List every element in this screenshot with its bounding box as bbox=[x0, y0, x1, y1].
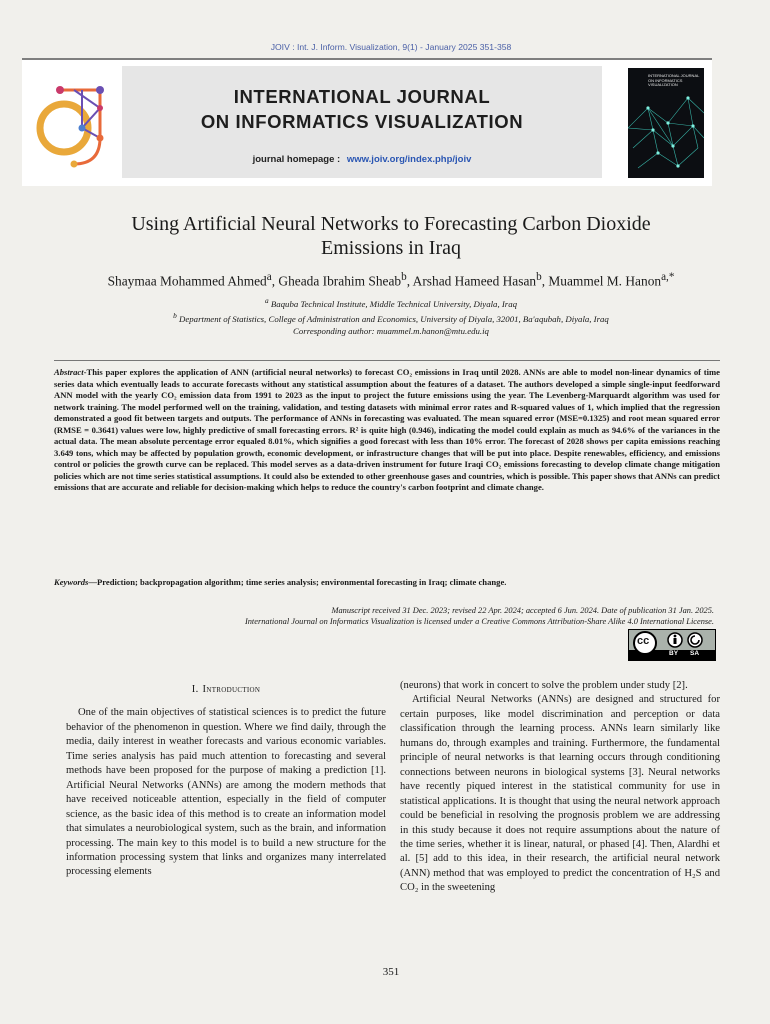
abstract-label: Abstract bbox=[54, 367, 84, 377]
right-column bbox=[400, 679, 720, 896]
keywords-label: Keywords bbox=[54, 577, 89, 587]
homepage-label: journal homepage : bbox=[252, 154, 341, 165]
by-label: BY bbox=[669, 650, 679, 657]
affiliation-text: Department of Statistics, College of Administration and Economics, University of Diyala, 32001, Ba'aqubah, Diyala, Iraq bbox=[179, 313, 609, 324]
section-number: I. bbox=[191, 684, 199, 695]
keywords bbox=[54, 577, 720, 587]
paper-title-line2: Emissions in Iraq bbox=[321, 237, 461, 259]
author-list: Shaymaa Mohammed Ahmed$^a$, Gheada Ibrahim Sheab$^b$, Arshad Hameed Hasan$^b$, Muammel M. Hanon$^{a,*}$ bbox=[107, 271, 675, 289]
body-paragraph: One of the main objectives of statistical sciences is to predict the future behavior of the phenomenon in question. Where we find daily, through the media, daily interest in weather forecasts and various economic variables. Time series analysis has paid much attention to forecasting and several methods have been proposed for the purpose of making a prediction [1]. Artificial Neural Networks (ANNs) are among the modern methods that have received noticeable attention, especially in the field of computer science, as the basic idea of this method is to create an information model that simulates a neurobiological system, such as the brain, and information processing. The main key to this model is to build a new structure for the information processing system that links and organizes many interrelated processing elements bbox=[66, 707, 386, 878]
corresponding-author: Corresponding author: muammel.m.hanon@mtu.edu.iq bbox=[293, 326, 489, 336]
abstract-text: -This paper explores the application of ANN (artificial neural networks) to forecast CO₂ emissions in Iraq until 2028. ANNs are able to model non-linear dynamics of time series data which eventually leads to accurate forecasts without any statistical assumption about the features of a dataset. The authors developed a simple single-input feedforward ANN model with the yearly CO₂ emission data from 1991 to 2023 as the input to project the future emissions using the year. The Levenberg-Marquardt algorithm was used for network training. The model performed well on the training, validation, and testing datasets with minimal error rates and R-squared values of 1, which implied that the regression demonstrated a good fit between targets and outputs. The performance of ANNs in forecasting was evaluated. The mean squared error (MSE=0.1325) and root mean squared error (RMSE = 0.3641) values were low, highly predictive of small forecasting errors. R² is quite high (0.946), indicating the model could explain as much as 94.6% of the variances in the actual data. The mean absolute percentage error equaled 8.01%, which signifies a good forecast with less than 10% error. The forecast of 2028 shows per capita emissions reaching 3.649 tons, which may be affected by population growth, economic development, or infrastructure changes that will be put into place. Despite renewables, efficiency, and emissions control or policies the growth curve can be replaced. This model serves as a data-driven instrument for future Iraqi CO₂ emissions forecasting to develop climate change mitigation policies which are not time series statistical assumptions. It could also be extended to other greenhouse gases and countries, which is possible. This paper shows that ANNs can predict emissions that are accurate and reliable for decision-making which helps to reduce the country's carbon footprint and climate change. bbox=[54, 367, 720, 493]
section-heading bbox=[66, 683, 386, 697]
banner-title-panel bbox=[122, 66, 602, 178]
affiliation-text: Baquba Technical Institute, Middle Technical University, Diyala, Iraq bbox=[270, 298, 517, 309]
author-affiliation-mark: b bbox=[401, 271, 407, 283]
author-affiliation-mark: a bbox=[266, 271, 272, 283]
affiliation-mark: b bbox=[173, 311, 177, 320]
sa-label: SA bbox=[690, 650, 700, 657]
page-number: 351 bbox=[382, 966, 400, 978]
journal-title bbox=[122, 84, 602, 134]
body-paragraph: Artificial Neural Networks (ANNs) are designed and structured for certain purposes, like model discrimination and perception or data classification through the learning process. ANNs learn similarly like humans do, through examples and training. Furthermore, the fundamental principle of neural networks is that learning occurs through conditioning connections between neurons in biological systems [3]. Neural networks have recently piqued interest in the statistical community for use in statistical applications. It is thought that using the neural network approach could be beneficial in resolving the prognosis problem we are addressing in this study because it does not require assumptions about the nature of the time series, whether it is linear, natural, or phased [4]. Then, Alardhi et al. [5] add to this idea, in their research, the artificial neural network (ANN) method that was employed to predict the concentration of H₂S and CO₂ in the sweetening bbox=[400, 694, 720, 894]
journal-title-line2: ON INFORMATICS VISUALIZATION bbox=[200, 111, 524, 132]
body-paragraph: (neurons) that work in concert to solve the problem under study [2]. bbox=[400, 680, 688, 691]
journal-title-line1: INTERNATIONAL JOURNAL bbox=[233, 86, 491, 107]
section-title: Introduction bbox=[202, 684, 261, 695]
affiliation-mark: a bbox=[265, 296, 269, 305]
author-affiliation-mark: b bbox=[536, 271, 542, 283]
author: Arshad Hameed Hasan bbox=[412, 273, 537, 289]
author: Gheada Ibrahim Sheab bbox=[278, 273, 402, 289]
author-affiliation-mark: a,* bbox=[661, 271, 675, 283]
running-head: JOIV : Int. J. Inform. Visualization, 9(1) - January 2025 351-358 bbox=[270, 42, 512, 52]
left-column bbox=[66, 683, 386, 880]
cc-label: cc bbox=[637, 635, 650, 647]
affiliation-b bbox=[46, 311, 736, 324]
creative-commons-badge[interactable] bbox=[628, 629, 716, 661]
author: Muammel M. Hanon bbox=[548, 273, 662, 289]
paper-title bbox=[46, 212, 736, 260]
keywords-text: —Prediction; backpropagation algorithm; time series analysis; environmental forecasting in Iraq; climate change. bbox=[88, 577, 507, 587]
cover-title: INTERNATIONAL JOURNAL ON INFORMATICS VISUALIZATION bbox=[648, 73, 700, 88]
journal-page bbox=[46, 34, 736, 1010]
manuscript-dates: Manuscript received 31 Dec. 2023; revised 22 Apr. 2024; accepted 6 Jun. 2024. Date of publication 31 Jan. 2025. bbox=[331, 606, 714, 615]
journal-banner bbox=[22, 58, 712, 186]
abstract bbox=[54, 360, 720, 494]
license-statement[interactable]: International Journal on Informatics Visualization is licensed under a Creative Commons Attribution-Share Alike 4.0 International License. bbox=[244, 617, 714, 626]
journal-cover-image bbox=[628, 68, 704, 178]
journal-logo-icon bbox=[30, 68, 116, 176]
affiliation-a bbox=[46, 296, 736, 309]
homepage-link[interactable]: www.joiv.org/index.php/joiv bbox=[346, 154, 472, 165]
journal-homepage bbox=[122, 154, 602, 165]
author: Shaymaa Mohammed Ahmed bbox=[107, 273, 267, 289]
paper-title-line1: Using Artificial Neural Networks to Forecasting Carbon Dioxide bbox=[131, 213, 651, 235]
